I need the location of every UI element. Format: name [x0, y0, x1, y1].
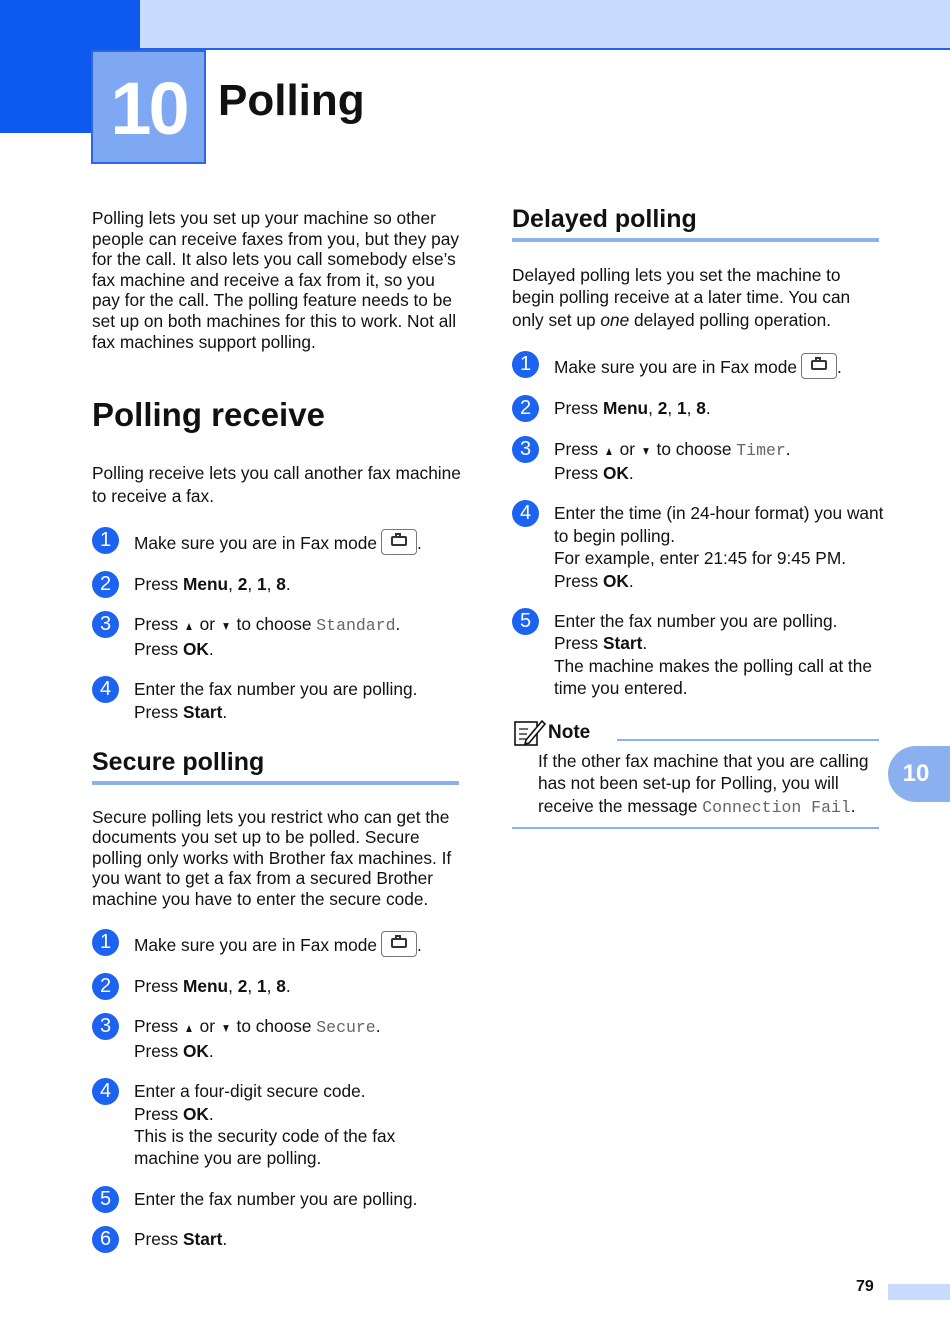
note-header: [512, 718, 879, 748]
step: 5 Enter the fax number you are polling. Press Start. The machine makes the polling call at the time you entered.: [512, 610, 884, 700]
step-number: 5: [512, 608, 539, 635]
step: 3 Press ▲ or ▼ to choose Secure. Press OK.: [92, 1015, 464, 1062]
menu-key: Menu: [602, 398, 649, 419]
right-column: [512, 204, 884, 829]
up-arrow-icon: ▲: [184, 1021, 194, 1036]
step-number: 4: [512, 500, 539, 527]
note-rule: [617, 739, 879, 741]
lcd-option: Secure: [316, 1018, 376, 1038]
menu-key: Menu: [182, 976, 229, 997]
step: 2 Press Menu, 2, 1, 8.: [92, 975, 464, 997]
fax-key-icon: [381, 931, 417, 957]
lcd-message: Connection Fail: [702, 797, 851, 817]
chapter-side-tab: 10: [888, 746, 950, 802]
ok-key: OK: [182, 638, 209, 659]
step: 4 Enter a four-digit secure code. Press OK. This is the security code of the fax machine you are polling.: [92, 1080, 464, 1170]
secure-polling-heading: Secure polling: [92, 747, 459, 785]
step-text: Make sure you are in Fax mode: [134, 532, 378, 553]
header-band: [0, 0, 950, 50]
ok-key: OK: [182, 1040, 209, 1061]
ok-key: OK: [602, 570, 629, 591]
step: 3 Press ▲ or ▼ to choose Timer. Press OK.: [512, 438, 884, 485]
down-arrow-icon: ▼: [221, 1021, 231, 1036]
start-key: Start: [182, 701, 223, 722]
fax-key-icon: [381, 529, 417, 555]
chapter-title: Polling: [218, 76, 365, 125]
intro-paragraph: Polling lets you set up your machine so other people can receive faxes from you, but they pay for the call. It also lets you call somebody else’s fax machine and receive a fax from it, so you pay for the call. The polling feature needs to be set up on both machines for this to work. Not all fax machines support polling.: [92, 208, 459, 352]
step-number: 1: [512, 351, 539, 378]
down-arrow-icon: ▼: [641, 443, 651, 458]
step-number: 1: [92, 929, 119, 956]
polling-receive-description: Polling receive lets you call another fax machine to receive a fax.: [92, 463, 461, 506]
step: 2 Press Menu, 2, 1, 8.: [512, 397, 884, 419]
step-number: 2: [92, 973, 119, 1000]
step-number: 3: [512, 436, 539, 463]
page-number: 79: [856, 1278, 874, 1295]
fax-key-icon: [801, 353, 837, 379]
step: 1 Make sure you are in Fax mode .: [92, 931, 464, 957]
up-arrow-icon: ▲: [184, 619, 194, 634]
lcd-option: Standard: [316, 616, 396, 636]
note-pencil-icon: [514, 718, 546, 746]
note-body: If the other fax machine that you are calling has not been set-up for Polling, you will receive the message Connection Fail.: [512, 750, 879, 829]
footer-bar: [888, 1284, 950, 1300]
up-arrow-icon: ▲: [604, 443, 614, 458]
step: 4 Enter the time (in 24-hour format) you want to begin polling. For example, enter 21:45 for 9:45 PM. Press OK.: [512, 502, 884, 592]
ok-key: OK: [602, 463, 629, 484]
step-number: 6: [92, 1226, 119, 1253]
step-number: 2: [92, 571, 119, 598]
step: 1 Make sure you are in Fax mode .: [512, 353, 884, 379]
step: 4 Enter the fax number you are polling. Press Start.: [92, 678, 464, 723]
note-box: [512, 718, 879, 829]
ok-key: OK: [182, 1103, 209, 1124]
down-arrow-icon: ▼: [221, 619, 231, 634]
step: 5 Enter the fax number you are polling.: [92, 1188, 464, 1210]
step-number: 4: [92, 676, 119, 703]
lcd-option: Timer: [736, 440, 786, 460]
step-number: 3: [92, 611, 119, 638]
header-rule: [138, 48, 950, 50]
menu-key: Menu: [182, 573, 229, 594]
step: 2 Press Menu, 2, 1, 8.: [92, 573, 464, 595]
step: 1 Make sure you are in Fax mode .: [92, 529, 464, 555]
step: 3 Press ▲ or ▼ to choose Standard. Press OK.: [92, 613, 464, 660]
polling-receive-heading: Polling receive: [92, 396, 325, 434]
start-key: Start: [602, 633, 643, 654]
step-number: 3: [92, 1013, 119, 1040]
note-title: Note: [548, 721, 591, 743]
start-key: Start: [182, 1229, 223, 1250]
step-number: 4: [92, 1078, 119, 1105]
step-number: 5: [92, 1186, 119, 1213]
secure-polling-description: Secure polling lets you restrict who can get the documents you set up to be polled. Secure polling only works with Brother fax machines. If you want to get a fax from a secured Brother machine you have to enter the secure code.: [92, 807, 452, 909]
left-column: [92, 208, 464, 1269]
step-number: 2: [512, 395, 539, 422]
step: 6 Press Start.: [92, 1228, 464, 1250]
delayed-polling-description: Delayed polling lets you set the machine to begin polling receive at a later time. You can only set up one delayed polling operation.: [512, 265, 851, 330]
step-number: 1: [92, 527, 119, 554]
delayed-polling-heading: Delayed polling: [512, 204, 879, 242]
chapter-number: 10: [91, 50, 206, 164]
